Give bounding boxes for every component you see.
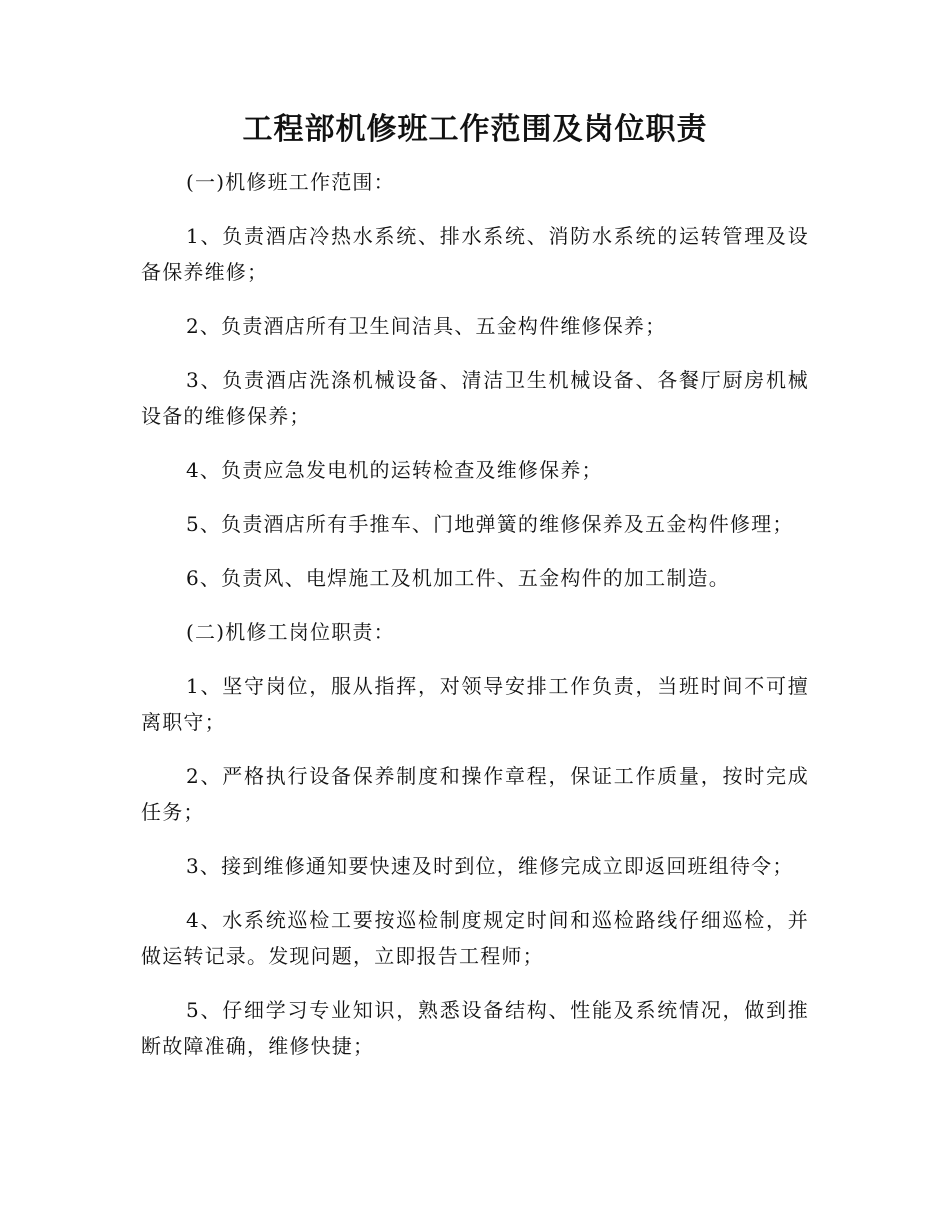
duty-item-4: 4、水系统巡检工要按巡检制度规定时间和巡检路线仔细巡检，并做运转记录。发现问题，立即报告工程师； [141,908,809,968]
scope-item-1: 1、负责酒店冷热水系统、排水系统、消防水系统的运转管理及设备保养维修； [141,224,809,284]
duty-item-1: 1、坚守岗位，服从指挥，对领导安排工作负责，当班时间不可擅离职守； [141,674,809,734]
section-heading-duties: (二)机修工岗位职责： [186,620,395,644]
scope-item-5: 5、负责酒店所有手推车、门地弹簧的维修保养及五金构件修理； [186,512,794,536]
scope-item-6: 6、负责风、电焊施工及机加工件、五金构件的加工制造。 [186,566,730,590]
document-title: 工程部机修班工作范围及岗位职责 [242,112,708,147]
scope-item-4: 4、负责应急发电机的运转检查及维修保养； [186,458,603,482]
scope-item-2: 2、负责酒店所有卫生间洁具、五金构件维修保养； [186,314,667,338]
duty-item-5: 5、仔细学习专业知识，熟悉设备结构、性能及系统情况，做到推断故障准确，维修快捷； [141,998,809,1058]
scope-item-3: 3、负责酒店洗涤机械设备、清洁卫生机械设备、各餐厅厨房机械设备的维修保养； [141,368,809,428]
duty-item-3: 3、接到维修通知要快速及时到位，维修完成立即返回班组待令； [186,854,794,878]
duty-item-2: 2、严格执行设备保养制度和操作章程，保证工作质量，按时完成任务； [141,764,809,824]
section-heading-scope: (一)机修班工作范围： [186,170,395,194]
document-body [141,164,809,1082]
